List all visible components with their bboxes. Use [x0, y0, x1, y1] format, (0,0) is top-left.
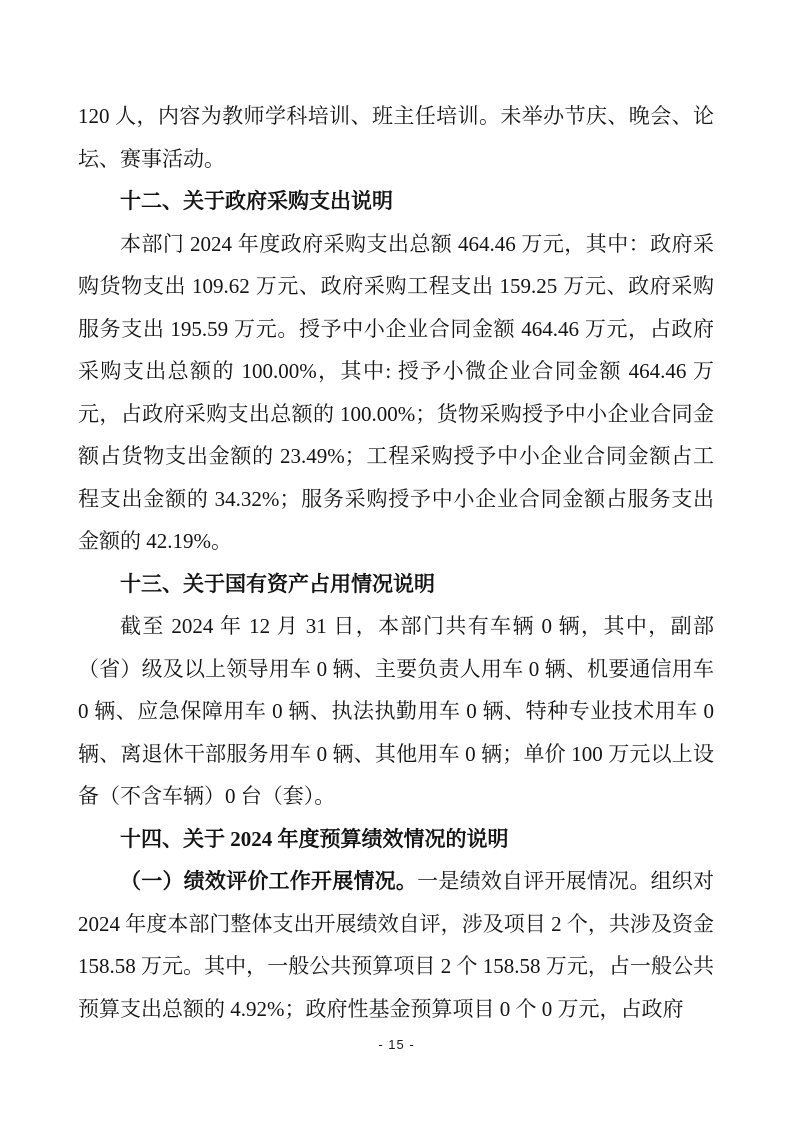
section-heading-12-gov-procurement: 十二、关于政府采购支出说明 — [120, 189, 393, 213]
paragraph-performance-bold-lead: （一）绩效评价工作开展情况。 — [120, 869, 418, 893]
paragraph-gov-procurement-detail: 本部门 2024 年度政府采购支出总额 464.46 万元，其中：政府采购货物支出 109.62 万元、政府采购工程支出 159.25 万元、政府采购服务支出 195.59 万元。授予中小企业合同金额 464.46 万元，占政府采购支出总额的 100.00%，其中: 授予小微企业合同金额 464.46 万元，占政府采购支出总额的 100.00%；货物采购授予中小企业合同金额占货物支出金额的 23.49%；工程采购授予中小企业合同金额占工程支出金额的 34.32%；服务采购授予中小企业合同金额占服务支出金额的 42.19%。 — [78, 231, 714, 553]
paragraph-training-continuation: 120 人，内容为教师学科培训、班主任培训。未举办节庆、晚会、论坛、赛事活动。 — [78, 104, 714, 171]
section-heading-14-budget-performance: 十四、关于 2024 年度预算绩效情况的说明 — [120, 826, 509, 851]
section-heading-13-state-assets: 十三、关于国有资产占用情况说明 — [120, 571, 435, 596]
paragraph-state-assets-detail: 截至 2024 年 12 月 31 日，本部门共有车辆 0 辆，其中，副部（省）级及以上领导用车 0 辆、主要负责人用车 0 辆、机要通信用车 0 辆、应急保障用车 0 辆、执法执勤用车 0 辆、特种专业技术用车 0 辆、离退休干部服务用车 0 辆、其他用车 0 辆；单价 100 万元以上设备（不含车辆）0 台（套）。 — [78, 614, 714, 808]
page-number: - 15 - — [378, 1037, 415, 1052]
paragraph-performance-evaluation — [78, 860, 714, 1030]
paragraph-performance-body: 一是绩效自评开展情况。组织对 2024 年度本部门整体支出开展绩效自评，涉及项目 2 个，共涉及资金 158.58 万元。其中，一般公共预算项目 2 个 158.58 万元，占一般公共预算支出总额的 4.92%；政府性基金预算项目 0 个 0 万元，占政府 — [78, 869, 715, 1021]
document-body — [78, 95, 714, 1030]
